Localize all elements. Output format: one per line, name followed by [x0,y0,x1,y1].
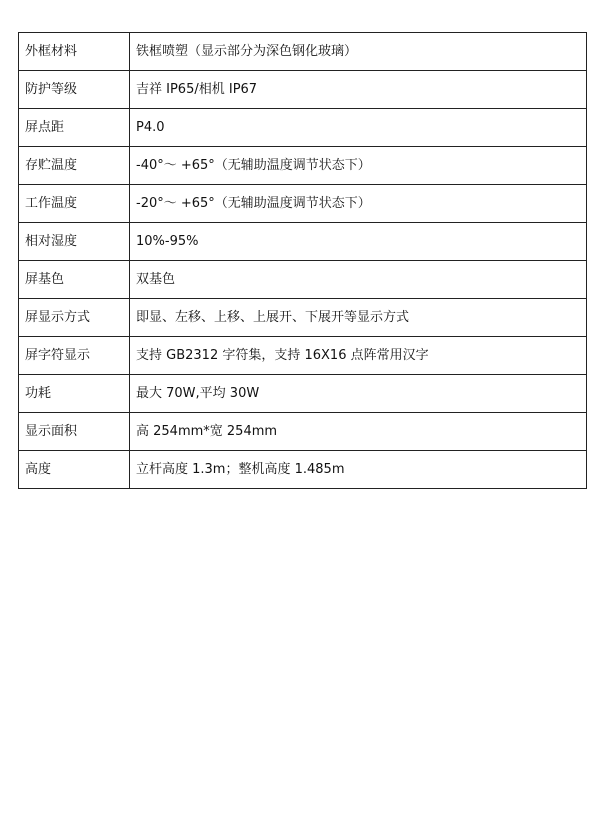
row-label: 屏基色 [19,261,130,299]
table-row [19,375,587,413]
row-value: -40°～ +65°（无辅助温度调节状态下） [130,147,587,185]
row-label: 屏点距 [19,109,130,147]
table-row [19,223,587,261]
row-value: 吉祥 IP65/相机 IP67 [130,71,587,109]
row-value: 即显、左移、上移、上展开、下展开等显示方式 [130,299,587,337]
row-label: 高度 [19,451,130,489]
row-label: 相对湿度 [19,223,130,261]
row-label: 外框材料 [19,33,130,71]
row-label: 显示面积 [19,413,130,451]
table-row [19,413,587,451]
table-row [19,71,587,109]
row-value: 铁框喷塑（显示部分为深色钢化玻璃） [130,33,587,71]
row-value: 立杆高度 1.3m；整机高度 1.485m [130,451,587,489]
table-row [19,33,587,71]
table-row [19,337,587,375]
table-row [19,261,587,299]
row-label: 屏字符显示 [19,337,130,375]
row-value: 高 254mm*宽 254mm [130,413,587,451]
table-row [19,185,587,223]
row-value: 双基色 [130,261,587,299]
row-label: 存贮温度 [19,147,130,185]
row-value: -20°～ +65°（无辅助温度调节状态下） [130,185,587,223]
row-value: 10%-95% [130,223,587,261]
row-value: P4.0 [130,109,587,147]
table-row [19,147,587,185]
row-label: 防护等级 [19,71,130,109]
spec-table [18,32,587,489]
row-label: 功耗 [19,375,130,413]
row-label: 屏显示方式 [19,299,130,337]
row-value: 支持 GB2312 字符集，支持 16X16 点阵常用汉字 [130,337,587,375]
table-row [19,299,587,337]
table-row [19,109,587,147]
row-label: 工作温度 [19,185,130,223]
table-row [19,451,587,489]
row-value: 最大 70W,平均 30W [130,375,587,413]
